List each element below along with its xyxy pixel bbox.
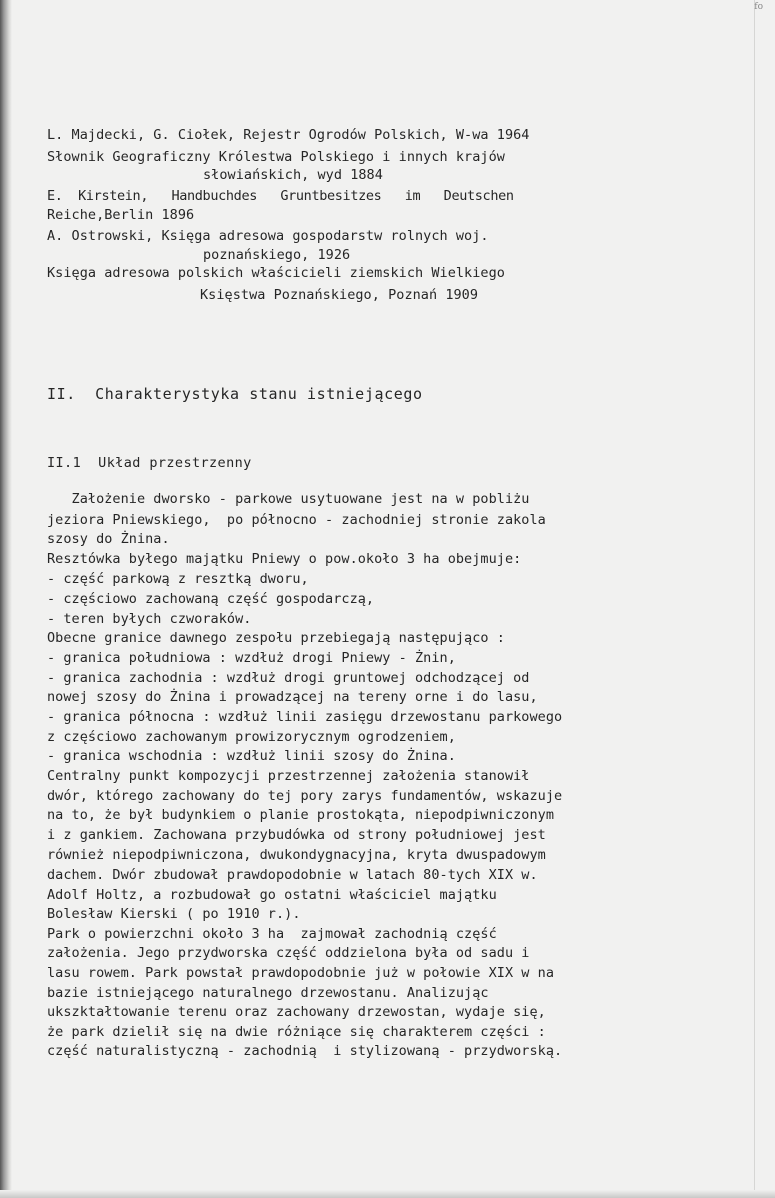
reference-line: poznańskiego, 1926	[203, 247, 351, 263]
body-line: założenia. Jego przydworska część oddzielona była od sadu i	[47, 945, 530, 961]
reference-line: Księstwa Poznańskiego, Poznań 1909	[200, 287, 479, 303]
body-line: Założenie dworsko - parkowe usytuowane jest na w pobliżu	[47, 491, 530, 507]
body-line: szosy do Żnina.	[47, 531, 170, 547]
body-line: Park o powierzchni około 3 ha zajmował zachodnią część	[47, 926, 497, 942]
reference-line: słowiańskich, wyd 1884	[203, 167, 383, 183]
reference-line: Księga adresowa polskich właścicieli ziemskich Wielkiego	[47, 265, 505, 281]
reference-line: A. Ostrowski, Księga adresowa gospodarstw rolnych woj.	[47, 228, 489, 244]
reference-line: Słownik Geograficzny Królestwa Polskiego i innych krajów	[47, 149, 505, 165]
section-heading: II. Charakterystyka stanu istniejącego	[47, 385, 423, 403]
body-line: część naturalistyczną - zachodnią i stylizowaną - przydworską.	[47, 1043, 563, 1059]
body-line: dachem. Dwór zbudował prawdopodobnie w latach 80-tych XIX w.	[47, 867, 538, 883]
body-line: że park dzielił się na dwie różniące się charakterem części :	[47, 1024, 546, 1040]
reference-line: E. Kirstein, Handbuchdes Gruntbesitzes im Deutschen	[47, 188, 514, 204]
body-line: i z gankiem. Zachowana przybudówka od strony południowej jest	[47, 827, 546, 843]
scan-left-edge	[0, 0, 12, 1198]
reference-line: Reiche,Berlin 1896	[47, 207, 195, 223]
body-line: również niepodpiwniczona, dwukondygnacyjna, kryta dwuspadowym	[47, 847, 546, 863]
body-line: Adolf Holtz, a rozbudował go ostatni właściciel majątku	[47, 887, 497, 903]
reference-line: L. Majdecki, G. Ciołek, Rejestr Ogrodów Polskich, W-wa 1964	[47, 127, 530, 143]
body-line: Centralny punkt kompozycji przestrzennej założenia stanowił	[47, 768, 530, 784]
subsection-heading: II.1 Układ przestrzenny	[47, 455, 252, 471]
body-line: Obecne granice dawnego zespołu przebiegają następująco :	[47, 630, 505, 646]
body-line: na to, że był budynkiem o planie prostokąta, niepodpiwniczonym	[47, 807, 555, 823]
body-line: Resztówka byłego majątku Pniewy o pow.około 3 ha obejmuje:	[47, 551, 522, 567]
body-line: - teren byłych czworaków.	[47, 611, 252, 627]
body-line: - granica północna : wzdłuż linii zasięgu drzewostanu parkowego	[47, 709, 563, 725]
body-line: - granica wschodnia : wzdłuż linii szosy do Żnina.	[47, 748, 456, 764]
body-line: - część parkową z resztką dworu,	[47, 571, 309, 587]
body-line: jeziora Pniewskiego, po północno - zachodniej stronie zakola	[47, 512, 546, 528]
body-line: - granica zachodnia : wzdłuż drogi gruntowej odchodzącej od	[47, 670, 530, 686]
body-line: z częściowo zachowanym prowizorycznym ogrodzeniem,	[47, 729, 456, 745]
body-line: ukszktałtowanie terenu oraz zachowany drzewostan, wydaje się,	[47, 1004, 546, 1020]
body-line: lasu rowem. Park powstał prawdopodobnie już w połowie XIX w na	[47, 965, 555, 981]
body-line: - częściowo zachowaną część gospodarczą,	[47, 591, 375, 607]
page-corner-mark: fo	[754, 2, 763, 12]
body-line: nowej szosy do Żnina i prowadzącej na tereny orne i do lasu,	[47, 689, 538, 705]
body-line: dwór, którego zachowany do tej pory zarys fundamentów, wskazuje	[47, 788, 563, 804]
body-line: Bolesław Kierski ( po 1910 r.).	[47, 906, 301, 922]
scan-right-edge	[754, 0, 755, 1198]
scan-bottom-edge	[0, 1190, 775, 1198]
body-line: - granica południowa : wzdłuż drogi Pniewy - Żnin,	[47, 650, 456, 666]
body-line: bazie istniejącego naturalnego drzewostanu. Analizując	[47, 985, 489, 1001]
